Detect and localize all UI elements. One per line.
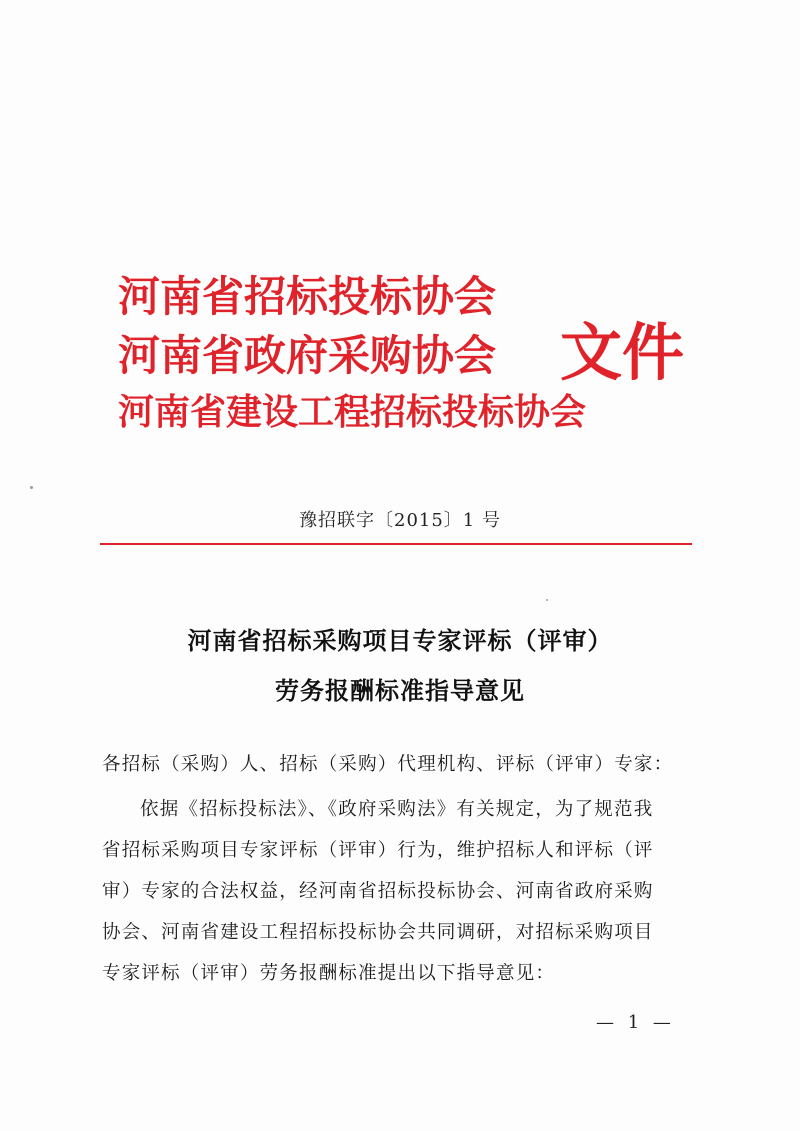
page-number: — 1 — bbox=[596, 1012, 675, 1033]
scan-speck bbox=[546, 599, 548, 601]
body-text-line-3: 审）专家的合法权益，经河南省招标投标协会、河南省政府采购 bbox=[102, 881, 654, 902]
body-text-line-1: 依据《招标投标法》、《政府采购法》有关规定，为了规范我 bbox=[140, 799, 654, 820]
document-type-label: 文件 bbox=[560, 316, 685, 389]
body-text-line-4: 协会、河南省建设工程招标投标协会共同调研，对招标采购项目 bbox=[102, 922, 654, 943]
document-title-line-2: 劳务报酬标准指导意见 bbox=[275, 676, 525, 705]
body-text-line-2: 省招标采购项目专家评标（评审）行为，维护招标人和评标（评 bbox=[102, 840, 654, 861]
issuer-name-2: 河南省政府采购协会 bbox=[118, 331, 497, 380]
document-number: 豫招联字〔2015〕1 号 bbox=[299, 510, 501, 531]
document-title-line-1: 河南省招标采购项目专家评标（评审） bbox=[187, 626, 613, 655]
body-text-line-5: 专家评标（评审）劳务报酬标准提出以下指导意见： bbox=[102, 963, 556, 984]
red-divider-line bbox=[100, 543, 692, 545]
scan-speck bbox=[30, 486, 33, 489]
issuer-name-1: 河南省招标投标协会 bbox=[118, 272, 497, 321]
issuer-name-3: 河南省建设工程招标投标协会 bbox=[118, 391, 587, 433]
salutation: 各招标（采购）人、招标（采购）代理机构、评标（评审）专家： bbox=[102, 754, 674, 775]
